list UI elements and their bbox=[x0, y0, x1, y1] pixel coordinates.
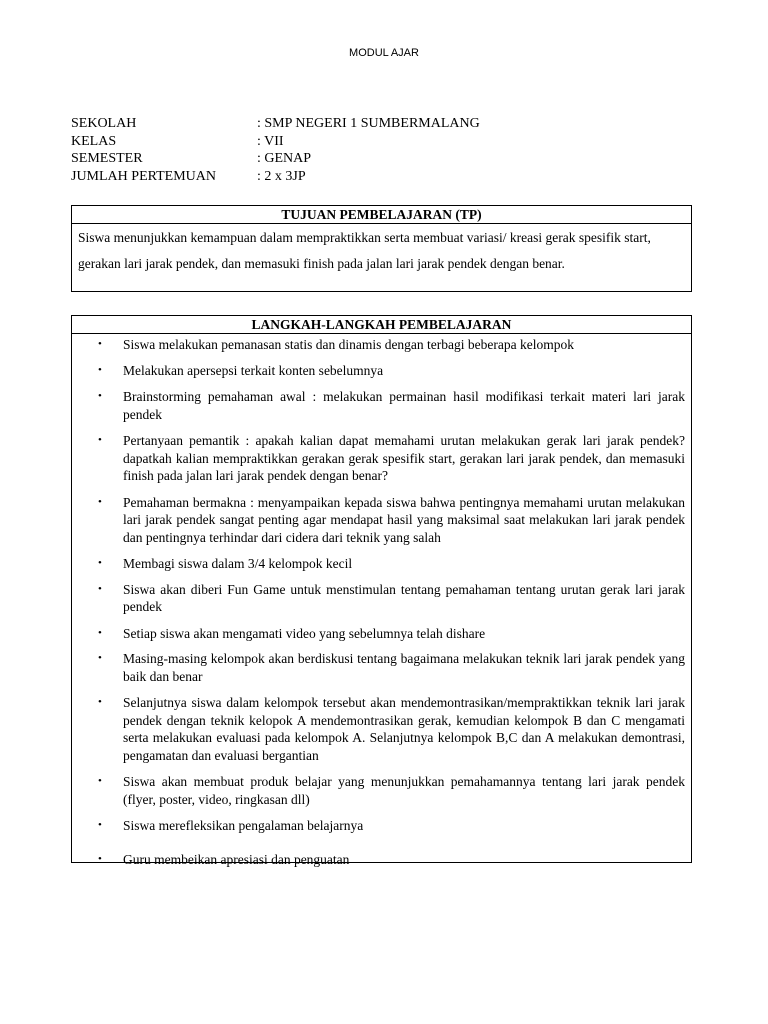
list-item-text: Brainstorming pemahaman awal : melakukan permainan hasil modifikasi terkait materi lari jarak pendek bbox=[123, 389, 685, 422]
identity-value: : SMP NEGERI 1 SUMBERMALANG bbox=[257, 116, 480, 131]
bullet-icon: • bbox=[98, 652, 102, 664]
identity-block bbox=[71, 115, 691, 185]
langkah-list bbox=[72, 336, 691, 868]
identity-value: : GENAP bbox=[257, 151, 312, 167]
bullet-icon: • bbox=[98, 557, 102, 569]
langkah-pembelajaran-box bbox=[71, 315, 692, 867]
list-item-text: Selanjutnya siswa dalam kelompok tersebut akan mendemontrasikan/mempraktikkan teknik lari jarak pendek dengan teknik kelopok A mendemontrasikan gerak, kemudian kelompok B dan C mengamati serta melakukan evaluasi pada kelompok A. Selanjutnya kelompok B,C dan A melakukan demontrasi, pengamatan dan evaluasi bergantian bbox=[123, 695, 685, 763]
identity-label: SEKOLAH bbox=[71, 116, 137, 131]
document-title: MODUL AJAR bbox=[349, 47, 419, 59]
list-item bbox=[72, 851, 691, 869]
list-item-text: Setiap siswa akan mengamati video yang sebelumnya telah dishare bbox=[123, 625, 486, 641]
bullet-icon: • bbox=[98, 390, 102, 402]
tujuan-pembelajaran-box bbox=[71, 205, 692, 292]
tujuan-heading: TUJUAN PEMBELAJARAN (TP) bbox=[72, 206, 691, 224]
list-item bbox=[72, 555, 691, 573]
identity-value: : VII bbox=[257, 133, 284, 149]
list-item-text: Siswa akan diberi Fun Game untuk menstimulan tentang pemahaman tentang urutan gerak lari jarak pendek bbox=[123, 581, 685, 614]
identity-label: SEMESTER bbox=[71, 151, 143, 167]
list-item bbox=[72, 362, 691, 380]
list-item bbox=[72, 694, 691, 764]
list-item bbox=[72, 650, 691, 685]
list-item-text: Siswa akan membuat produk belajar yang menunjukkan pemahamannya tentang lari jarak pendek (flyer, poster, video, ringkasan dll) bbox=[123, 774, 685, 807]
bullet-icon: • bbox=[98, 338, 102, 350]
bullet-icon: • bbox=[98, 819, 102, 831]
list-item bbox=[72, 581, 691, 616]
list-item-text: Melakukan apersepsi terkait konten sebelumnya bbox=[123, 362, 384, 378]
list-item-text: Siswa melakukan pemanasan statis dan dinamis dengan terbagi beberapa kelompok bbox=[123, 337, 574, 352]
list-item bbox=[72, 817, 691, 835]
bullet-icon: • bbox=[98, 626, 102, 639]
identity-row-semester bbox=[71, 150, 691, 168]
list-item bbox=[72, 625, 691, 643]
list-item-text: Pemahaman bermakna : menyampaikan kepada siswa bahwa pentingnya memahami urutan melakukan lari jarak pendek sangat penting agar mendapat hasil yang maksimal saat melakukan lari jarak pendek dan pentingnya terhindar dari cidera dari teknik yang salah bbox=[123, 494, 685, 545]
list-item bbox=[72, 336, 691, 354]
tujuan-text: Siswa menunjukkan kemampuan dalam mempraktikkan serta membuat variasi/ kreasi gerak spesifik start, gerakan lari jarak pendek, dan memasuki finish pada jalan lari jarak pendek dengan benar. bbox=[78, 230, 651, 271]
list-item-text: Guru membeikan apresiasi dan penguatan bbox=[123, 851, 350, 867]
list-item bbox=[72, 494, 691, 547]
bullet-icon: • bbox=[98, 696, 102, 708]
identity-label: JUMLAH PERTEMUAN bbox=[71, 168, 216, 184]
list-item bbox=[72, 432, 691, 485]
list-item-text: Membagi siswa dalam 3/4 kelompok kecil bbox=[123, 556, 353, 571]
identity-row-jumlah-pertemuan bbox=[71, 168, 691, 186]
list-item-text: Siswa merefleksikan pengalaman belajarnya bbox=[123, 818, 364, 833]
list-item-text: Masing-masing kelompok akan berdiskusi tentang bagaimana melakukan teknik lari jarak pendek yang baik dan benar bbox=[123, 651, 685, 684]
list-item bbox=[72, 388, 691, 423]
bullet-icon: • bbox=[98, 582, 102, 595]
list-item bbox=[72, 773, 691, 808]
bullet-icon: • bbox=[98, 852, 102, 865]
langkah-heading: LANGKAH-LANGKAH PEMBELAJARAN bbox=[72, 316, 691, 334]
identity-row-kelas bbox=[71, 133, 691, 151]
identity-value: : 2 x 3JP bbox=[257, 168, 306, 184]
identity-label: KELAS bbox=[71, 133, 117, 149]
bullet-icon: • bbox=[98, 775, 102, 787]
list-item-text: Pertanyaan pemantik : apakah kalian dapat memahami urutan melakukan gerak lari jarak pendek? dapatkah kalian mempraktikkan gerakan gerak spesifik start, gerakan lari jarak pendek, dan memasuki finish pada jalan lari jarak pendek dengan benar? bbox=[123, 433, 685, 483]
bullet-icon: • bbox=[98, 434, 102, 446]
identity-row-sekolah bbox=[71, 115, 691, 133]
bullet-icon: • bbox=[98, 495, 102, 508]
bullet-icon: • bbox=[98, 363, 102, 376]
